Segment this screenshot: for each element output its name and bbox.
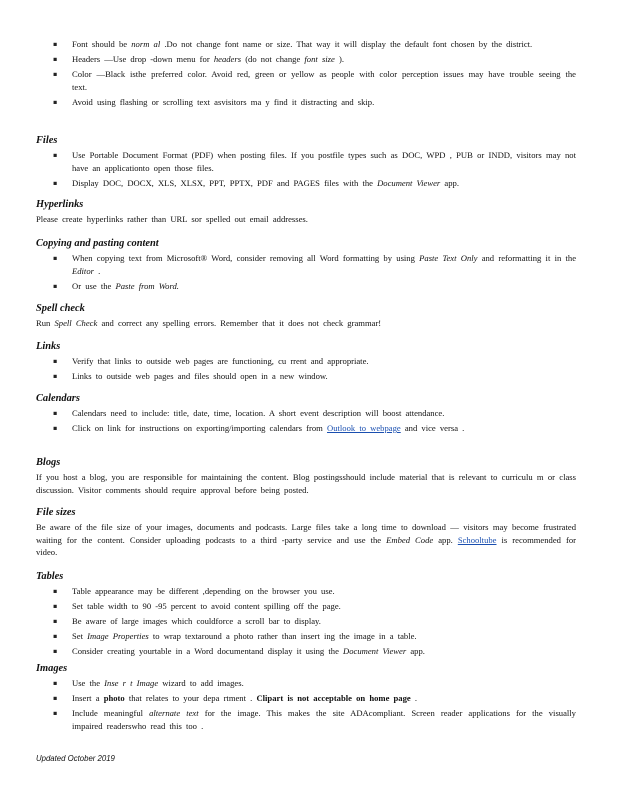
section-heading: File sizes: [36, 507, 76, 518]
copying-section: [36, 237, 576, 295]
section-heading: Blogs: [36, 457, 61, 468]
paragraph: Be aware of the file size of your images, documents and podcasts. Large files take a long time to download — visitors may become frustrated waiting for the content. Consider uploading podcasts to a third -party service and use the Embed Code app. Schooltube is recommended for video.: [36, 522, 577, 558]
list-item: ▪ Calendars need to include: title, date, time, location. A short event description will boost attendance.: [53, 408, 445, 418]
section-heading: Links: [36, 341, 61, 352]
bullet-icon: ▪: [53, 708, 58, 717]
section-heading: Tables: [36, 571, 64, 582]
spell-check-section: [36, 302, 576, 330]
paragraph: If you host a blog, you are responsible for maintaining the content. Blog postingsshould include material that is relevant to curriculu m or class discussion. Visitor comments should require approval before being posted.: [36, 472, 576, 495]
bullet-icon: ▪: [53, 281, 58, 290]
hyperlinks-section: [36, 198, 576, 226]
list-item: ▪ Use Portable Document Format (PDF) when posting files. If you postfile types such as DOC, WPD , PUB or INDD, visitors may not have an applicationto open those files.: [53, 150, 576, 173]
intro-section: [36, 38, 576, 111]
outlook-to-webpage-link[interactable]: Outlook to webpage: [327, 422, 401, 433]
section-heading: Calendars: [36, 393, 80, 404]
bullet-icon: ▪: [53, 151, 58, 159]
section-heading: Copying and pasting content: [36, 238, 159, 249]
bullet-icon: ▪: [53, 631, 58, 640]
bullet-icon: ▪: [53, 409, 58, 417]
bullet-icon: ▪: [53, 646, 58, 655]
bullet-icon: ▪: [53, 178, 58, 187]
calendars-section: [36, 392, 576, 437]
bullet-icon: ▪: [53, 254, 58, 262]
list-item: ▪ Color —Black isthe preferred color. Avoid red, green or yellow as people with color perception issues may have trouble seeing the text.: [53, 68, 576, 92]
list-item: ▪ Display DOC, DOCX, XLS, XLSX, PPT, PPTX, PDF and PAGES files with the Document Viewer app.: [53, 177, 459, 188]
file-sizes-section: [36, 506, 576, 559]
list-item: ▪ Links to outside web pages and files should open in a new window.: [53, 370, 328, 381]
list-item: ▪ Or use the Paste from Word.: [53, 280, 179, 291]
section-heading: Images: [36, 663, 68, 674]
list-item: ▪ Set table width to 90 -95 percent to avoid content spilling off the page.: [53, 600, 341, 611]
bullet-icon: ▪: [53, 423, 58, 432]
paragraph: Run Spell Check and correct any spelling errors. Remember that it does not check grammar!: [36, 318, 382, 328]
list-item: ▪ Set Image Properties to wrap textaround a photo rather than insert ing the image in a table.: [53, 630, 417, 641]
footer-updated-date: Updated October 2019: [36, 754, 115, 763]
bullet-icon: ▪: [53, 693, 58, 702]
bullet-icon: ▪: [53, 69, 58, 78]
bullet-icon: ▪: [53, 601, 58, 610]
list-item: ▪ Include meaningful alternate text for the image. This makes the site ADAcompliant. Screen reader applications for the visually impaired readerswho read this too .: [53, 707, 576, 731]
bullet-icon: ▪: [53, 54, 58, 63]
links-section: [36, 340, 576, 385]
tables-section: [36, 570, 576, 660]
section-heading: Files: [36, 135, 58, 146]
section-heading: Hyperlinks: [36, 199, 84, 210]
list-item: ▪ When copying text from Microsoft® Word, consider removing all Word formatting by using Paste Text Only and reformatting it in the Editor .: [53, 253, 577, 276]
schooltube-link[interactable]: Schooltube: [457, 534, 497, 545]
bullet-icon: ▪: [53, 371, 58, 380]
bullet-icon: ▪: [53, 679, 58, 687]
list-item: ▪ Headers —Use drop -down menu for headers (do not change font size ).: [53, 53, 345, 64]
blogs-section: [36, 456, 576, 496]
list-item: ▪ Font should be norm al .Do not change font name or size. That way it will display the default font chosen by the district.: [53, 39, 533, 49]
list-item: ▪ Verify that links to outside web pages are functioning, cu rrent and appropriate.: [53, 356, 369, 366]
paragraph: Please create hyperlinks rather than URL sor spelled out email addresses.: [36, 214, 308, 224]
list-item: ▪ Use the Inse r t Image wizard to add images.: [53, 678, 244, 688]
list-item: ▪ Click on link for instructions on exporting/importing calendars from Outlook to webpage and vice versa .: [53, 422, 465, 433]
bullet-icon: ▪: [53, 40, 58, 48]
list-item: ▪ Be aware of large images which couldforce a scroll bar to display.: [53, 615, 321, 626]
files-section: [36, 134, 576, 192]
section-heading: Spell check: [36, 303, 85, 314]
bullet-icon: ▪: [53, 97, 58, 106]
list-item: ▪ Consider creating yourtable in a Word documentand display it using the Document Viewer app.: [53, 645, 425, 656]
list-item: ▪ Table appearance may be different ,depending on the browser you use.: [53, 586, 335, 596]
list-item: ▪ Insert a photo that relates to your depa rtment . Clipart is not acceptable on home page .: [53, 692, 418, 703]
bullet-icon: ▪: [53, 616, 58, 625]
images-section: [36, 662, 576, 735]
list-item: ▪ Avoid using flashing or scrolling text asvisitors ma y find it distracting and skip.: [53, 96, 375, 107]
bullet-icon: ▪: [53, 357, 58, 365]
bullet-icon: ▪: [53, 587, 58, 595]
